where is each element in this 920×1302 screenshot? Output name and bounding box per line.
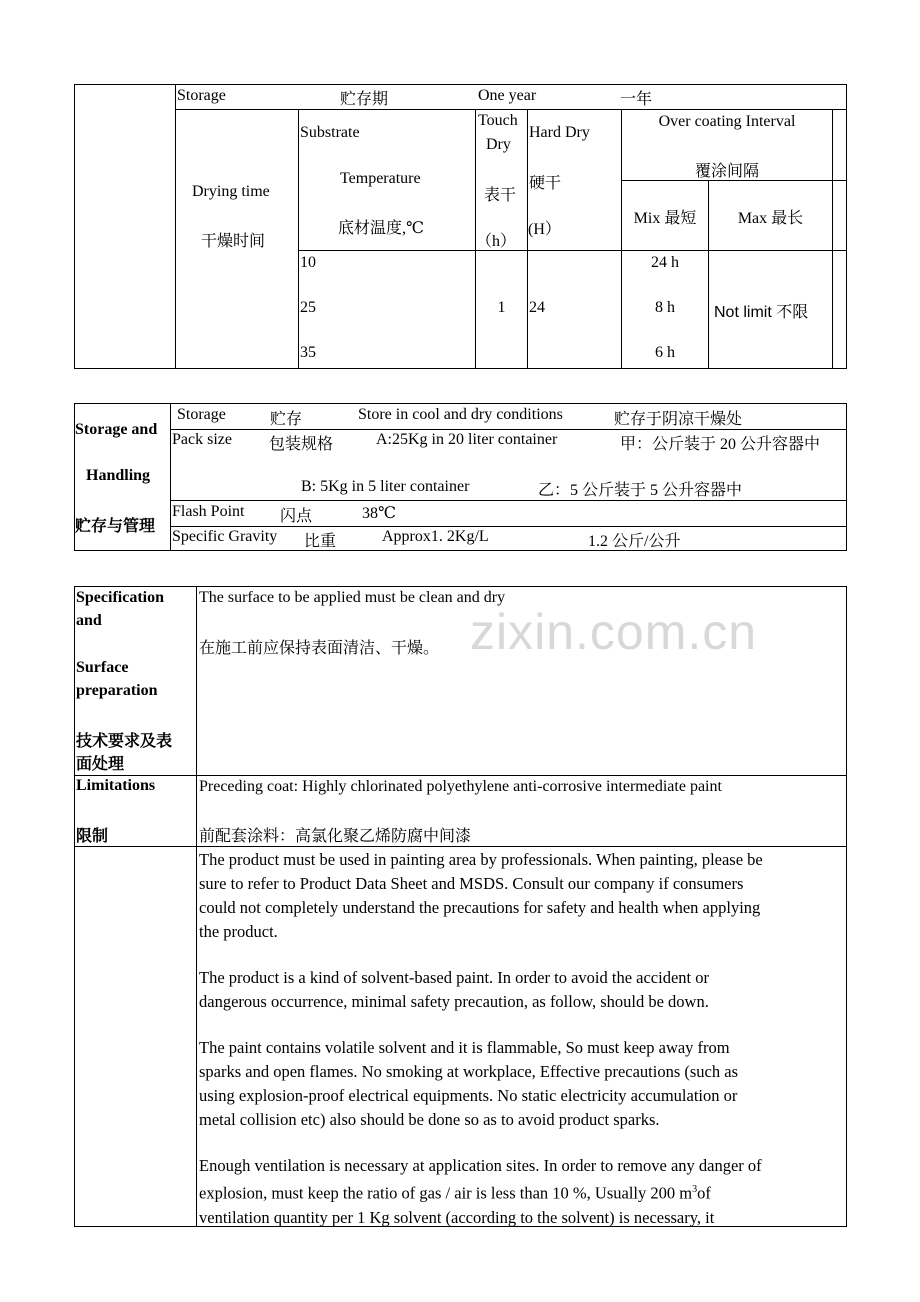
safety-paragraph	[199, 966, 844, 1014]
hard-dry-label-cn: 硬干	[529, 175, 562, 192]
specification-header-cn: 技术要求及表	[76, 733, 173, 750]
specification-text: The surface to be applied must be clean and dry	[199, 589, 506, 606]
safety-line: The paint contains volatile solvent and it is flammable, So must keep away from	[199, 1038, 730, 1057]
specific-gravity-label: Specific Gravity	[172, 528, 278, 545]
safety-line: the product.	[199, 922, 278, 941]
safety-line: explosion, must keep the ratio of gas / air is less than 10 %, Usually 200 $m^3of$	[199, 1183, 711, 1203]
specification-header-cn-2: 面处理	[76, 756, 125, 773]
flash-point-label-cn: 闪点	[280, 508, 313, 525]
limitations-header-cn: 限制	[76, 828, 109, 845]
storage-row-label: Storage	[177, 406, 226, 423]
specification-text-cn: 在施工前应保持表面清洁、干燥。	[199, 640, 440, 657]
safety-line: Enough ventilation is necessary at application sites. In order to remove any danger of	[199, 1156, 762, 1175]
storage-row-label-cn: 贮存	[270, 411, 303, 428]
mix-value: 8 h	[655, 299, 675, 316]
safety-line: sparks and open flames. No smoking at workplace, Effective precautions (such as	[199, 1062, 738, 1081]
drying-time-label-cn: 干燥时间	[201, 233, 266, 250]
pack-size-a-cn: 甲：公斤装于 20 公升容器中	[620, 436, 821, 453]
mix-value: 6 h	[655, 344, 675, 361]
mix-label: Mix 最短	[633, 210, 697, 227]
safety-paragraph	[199, 848, 844, 944]
safety-line: The product must be used in painting area by professionals. When painting, please be	[199, 850, 763, 869]
temperature-label: Temperature	[340, 170, 421, 187]
pack-size-label-cn: 包装规格	[269, 436, 334, 453]
specific-gravity-label-cn: 比重	[304, 533, 337, 550]
specific-gravity-value-cn: 1.2 公斤/公升	[588, 533, 681, 550]
touch-dry-label: Touch	[478, 112, 518, 129]
safety-line: ventilation quantity per 1 Kg solvent (according to the solvent) is necessary, it	[199, 1207, 715, 1227]
safety-line: metal collision etc) also should be done so as to avoid product sparks.	[199, 1110, 660, 1129]
touch-dry-label-2: Dry	[486, 136, 511, 153]
storage-row-value-cn: 贮存于阴凉干燥处	[614, 411, 743, 428]
pack-size-b-cn: 乙：5 公斤装于 5 公升容器中	[538, 482, 743, 499]
touch-dry-label-cn: 表干	[484, 187, 517, 204]
specification-header: Specification	[76, 589, 164, 606]
temp-value: 35	[300, 344, 316, 361]
specific-gravity-value: Approx1. 2Kg/L	[382, 528, 489, 545]
watermark: zixin.com.cn	[470, 604, 758, 660]
safety-section	[199, 848, 844, 1230]
safety-paragraph	[199, 1154, 844, 1230]
storage-value: One year	[478, 87, 537, 104]
drying-time-label: Drying time	[192, 183, 270, 200]
flash-point-label: Flash Point	[172, 503, 245, 520]
hard-dry-value: 24	[529, 299, 545, 316]
mix-value: 24 h	[651, 254, 679, 271]
specification-header-3: Surface	[76, 659, 129, 676]
storage-label-cn: 贮存期	[340, 91, 389, 108]
limitations-header: Limitations	[76, 777, 156, 794]
safety-line: using explosion-proof electrical equipments. No static electricity accumulation or	[199, 1086, 738, 1105]
storage-handling-header: Storage and	[75, 421, 158, 438]
limitations-text-cn: 前配套涂料：高氯化聚乙烯防腐中间漆	[199, 828, 472, 845]
temp-value: 10	[300, 254, 316, 271]
storage-row-value: Store in cool and dry conditions	[358, 406, 563, 423]
hard-dry-label: Hard Dry	[529, 124, 590, 141]
hard-dry-unit: (H）	[528, 221, 561, 238]
overcoat-label-cn: 覆涂间隔	[694, 163, 759, 180]
safety-line: The product is a kind of solvent-based paint. In order to avoid the accident or	[199, 968, 709, 987]
limitations-text: Preceding coat: Highly chlorinated polyethylene anti-corrosive intermediate paint	[199, 778, 722, 795]
storage-label: Storage	[177, 87, 226, 104]
flash-point-value: 38℃	[362, 505, 396, 522]
storage-handling-header-2: Handling	[86, 467, 151, 484]
storage-handling-header-cn: 贮存与管理	[75, 518, 156, 535]
storage-value-cn: 一年	[620, 91, 653, 108]
safety-paragraph	[199, 1036, 844, 1132]
safety-line: dangerous occurrence, minimal safety precaution, as follow, should be down.	[199, 992, 709, 1011]
safety-line: could not completely understand the precautions for safety and health when applying	[199, 898, 761, 917]
safety-line: sure to refer to Product Data Sheet and MSDS. Consult our company if consumers	[199, 874, 744, 893]
overcoat-label: Over coating Interval	[658, 113, 796, 130]
touch-dry-value: 1	[497, 299, 506, 316]
specification-header-4: preparation	[76, 682, 158, 699]
max-label: Max 最长	[737, 210, 804, 227]
touch-dry-unit: （h）	[476, 233, 517, 250]
pack-size-label: Pack size	[172, 431, 232, 448]
pack-size-a: A:25Kg in 20 liter container	[376, 431, 558, 448]
temperature-label-cn: 底材温度,℃	[338, 220, 424, 237]
max-value: Not limit 不限	[714, 304, 809, 321]
pack-size-b: B: 5Kg in 5 liter container	[301, 478, 470, 495]
substrate-label: Substrate	[300, 124, 360, 141]
specification-header-2: and	[76, 612, 102, 629]
temp-value: 25	[300, 299, 316, 316]
